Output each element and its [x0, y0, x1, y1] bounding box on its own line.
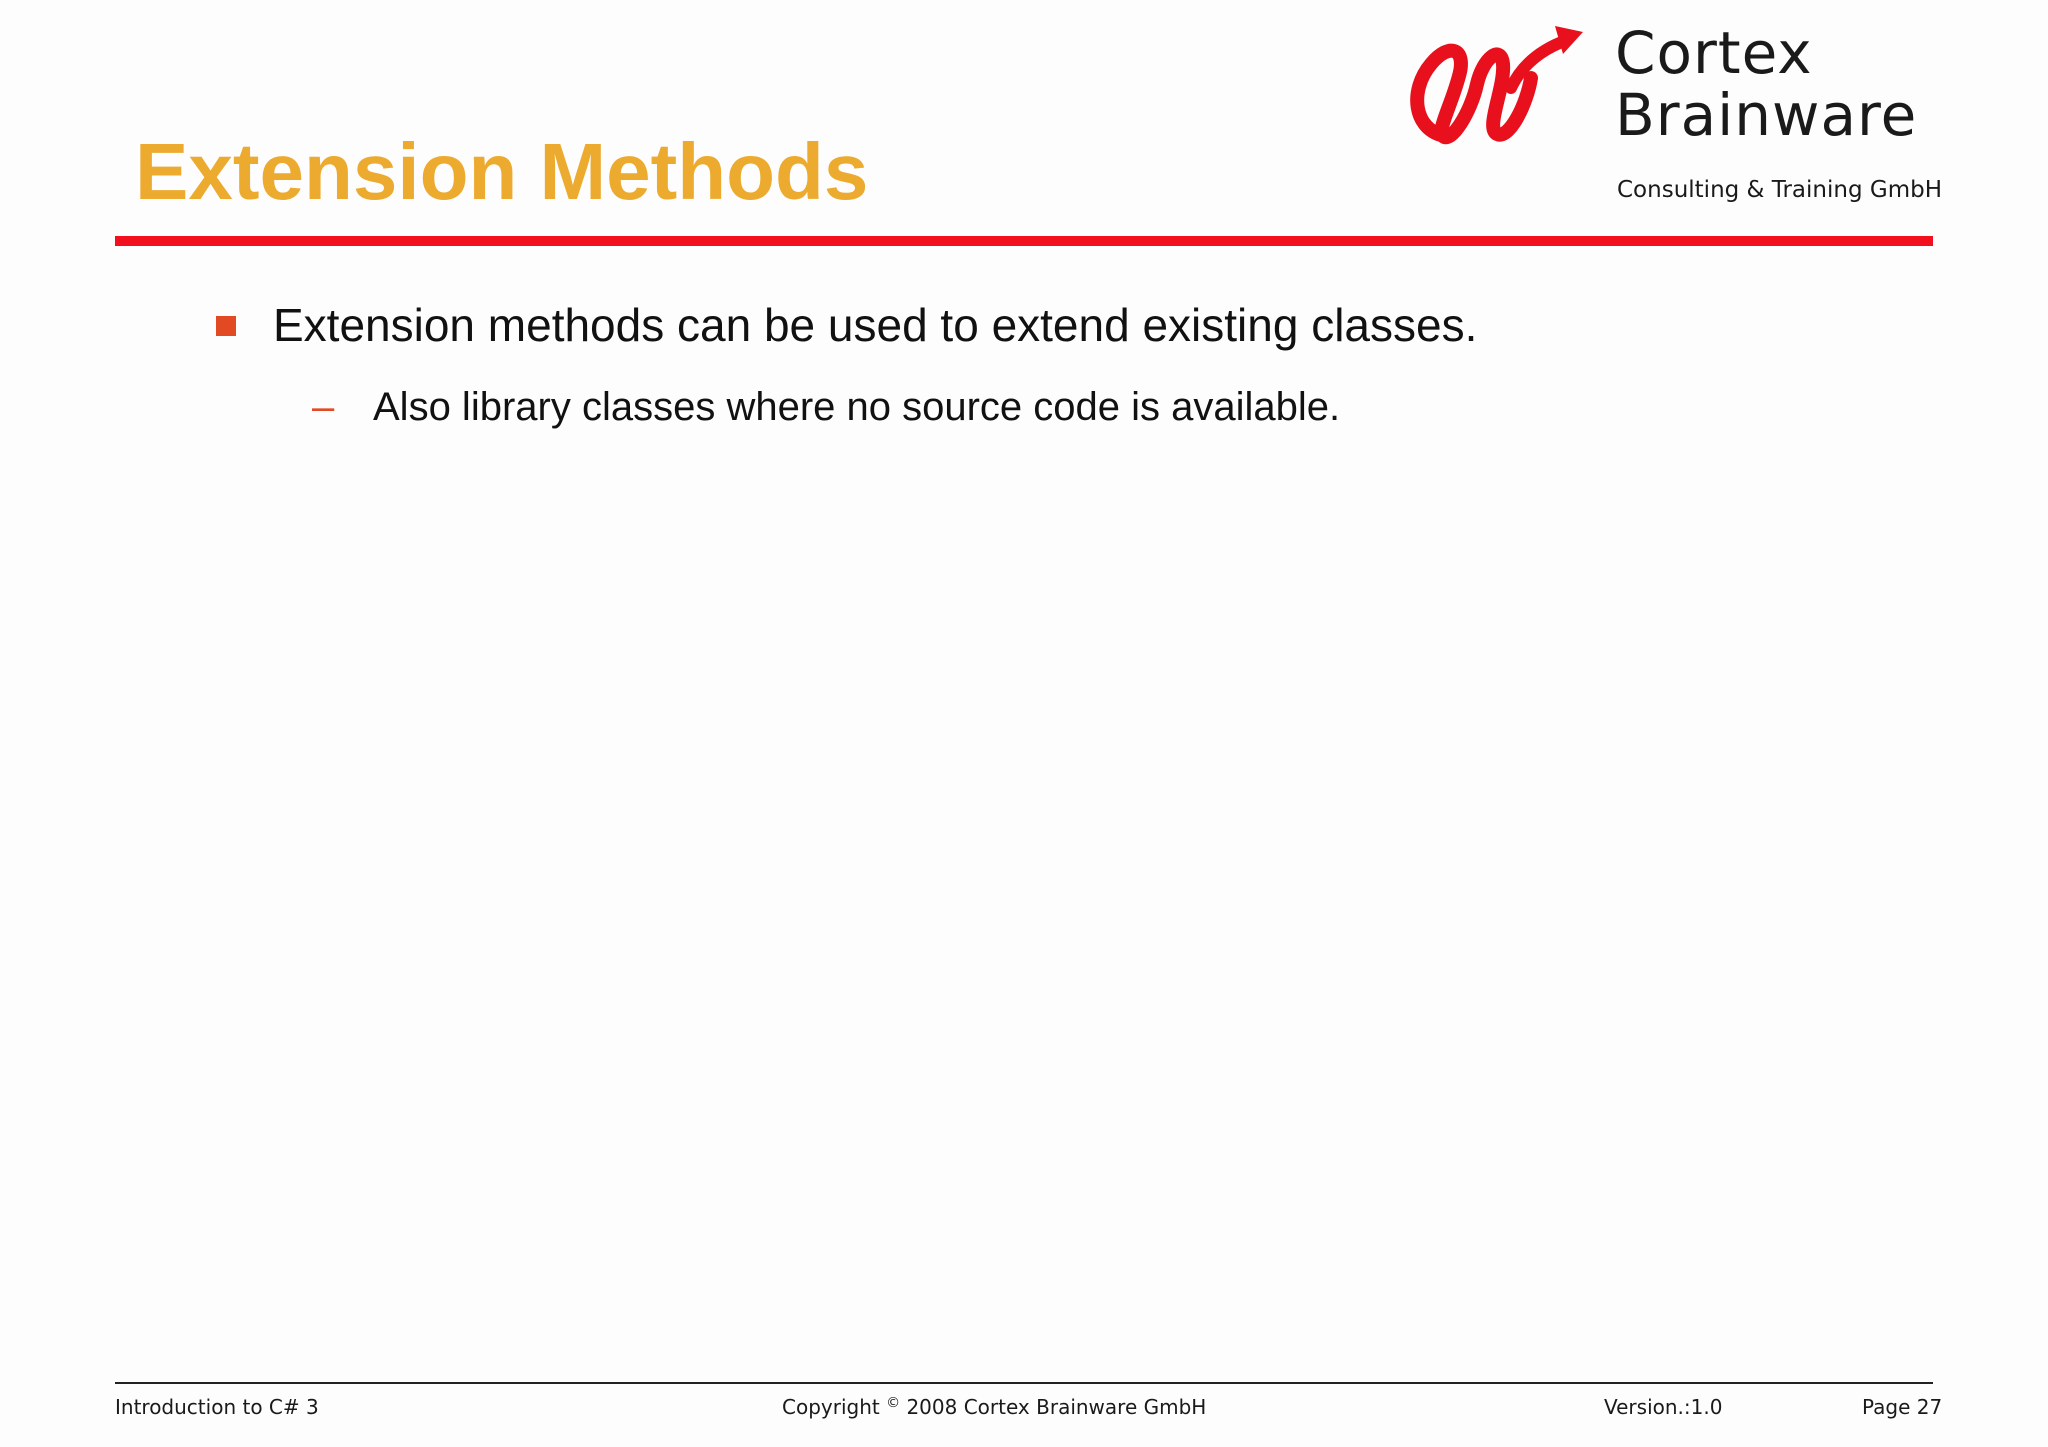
copyright-symbol: ©	[886, 1395, 901, 1411]
slide-title: Extension Methods	[135, 127, 869, 216]
square-bullet-icon	[216, 316, 236, 336]
footer-divider	[115, 1382, 1933, 1384]
logo-wordmark	[1615, 19, 1918, 149]
sub-bullet-text: Also library classes where no source code is available.	[373, 385, 1341, 429]
footer-copyright	[782, 1394, 1206, 1423]
dash-bullet-icon: –	[312, 385, 335, 429]
copyright-holder: 2008 Cortex Brainware GmbH	[906, 1395, 1207, 1419]
footer-course-title: Introduction to C# 3	[115, 1395, 319, 1419]
footer-version: Version.:1.0	[1604, 1395, 1723, 1419]
logo-name-line-1: Cortex	[1615, 19, 1813, 87]
logo-tagline: Consulting & Training GmbH	[1617, 177, 1942, 203]
company-logo	[1405, 18, 1945, 208]
logo-name-line-2: Brainware	[1615, 81, 1918, 149]
bullet-text: Extension methods can be used to extend existing classes.	[273, 299, 1478, 351]
copyright-label: Copyright	[782, 1395, 880, 1419]
title-divider	[115, 236, 1933, 246]
cortex-swirl-logo-icon	[1405, 18, 1585, 153]
footer-page-number: Page 27	[1862, 1395, 1943, 1419]
